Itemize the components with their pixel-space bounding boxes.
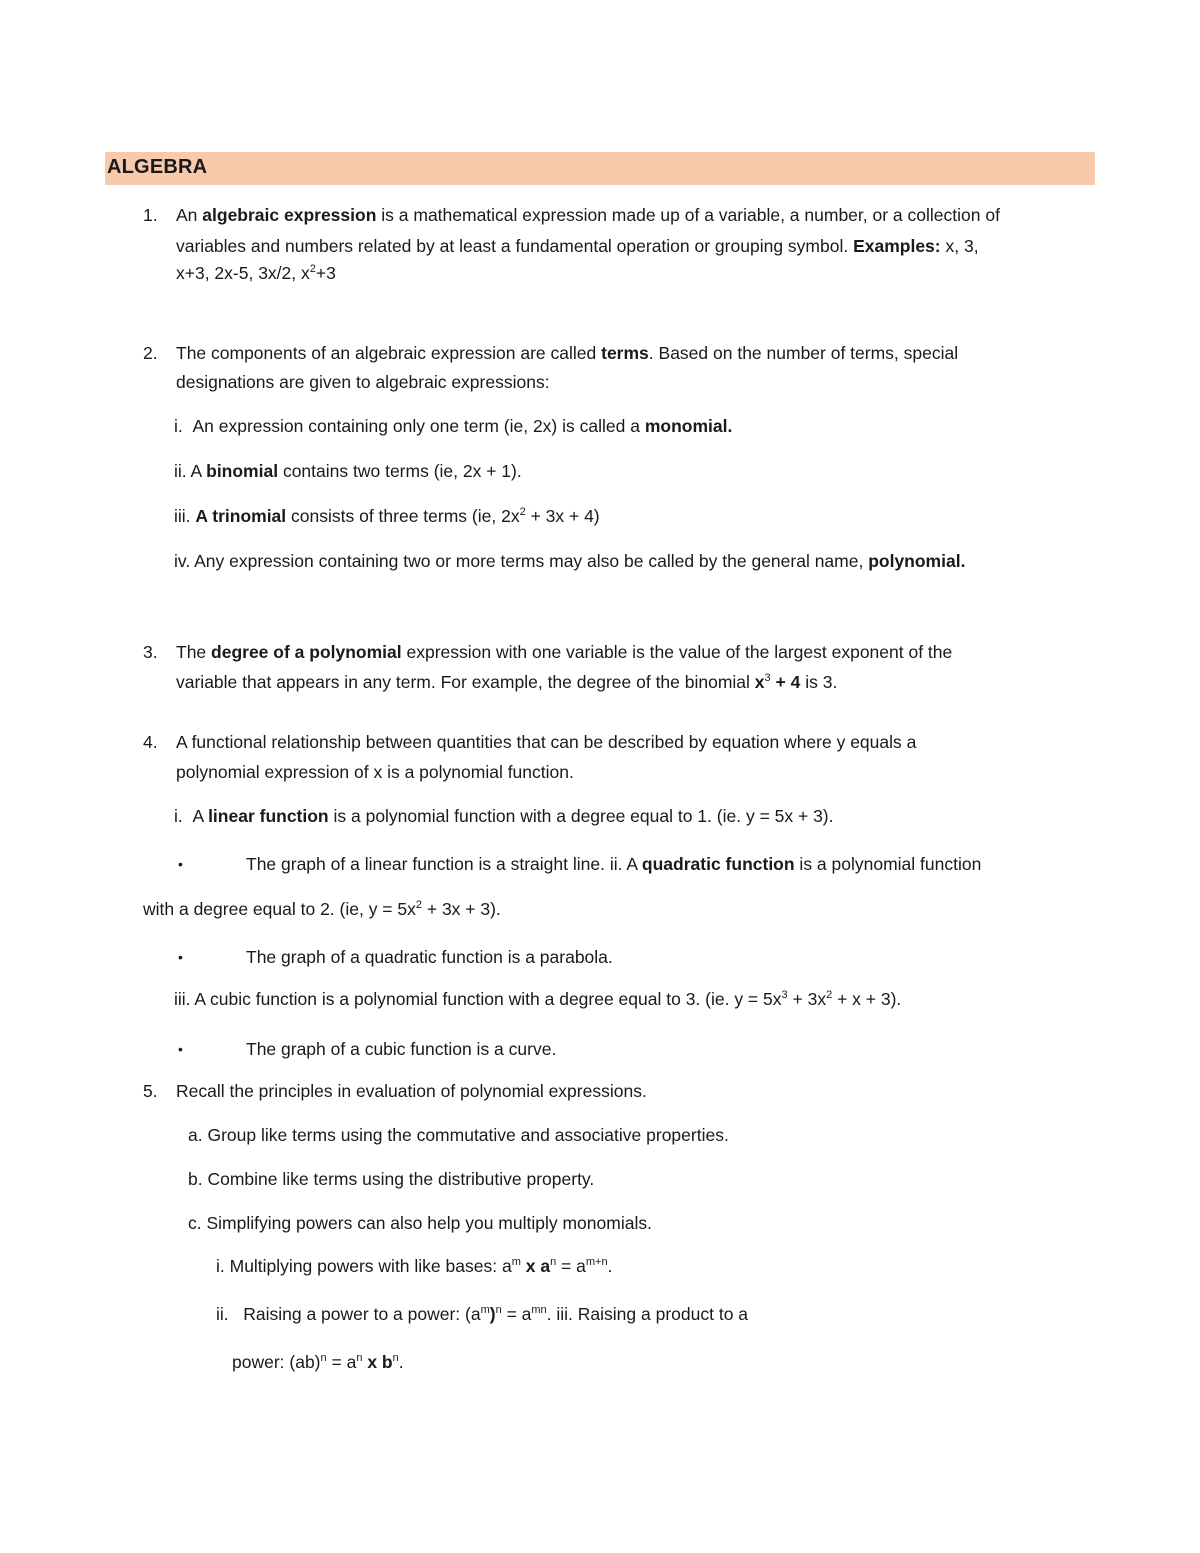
bullet-icon: • xyxy=(178,949,183,965)
item-5-sub-c-i: i. Multiplying powers with like bases: $a^m$ x $a^n = a^{m+n}$. xyxy=(216,1256,613,1276)
item-2-sub-iii: iii. A trinomial consists of three terms (ie, $2x^2 + 3x + 4$) xyxy=(174,506,600,526)
item-3-line-1: The degree of a polynomial expression with one variable is the value of the largest exponent of the xyxy=(176,642,953,662)
item-2-sub-iv: iv. Any expression containing two or more terms may also be called by the general name, polynomial. xyxy=(174,551,966,571)
item-4-sub-iii: iii. A cubic function is a polynomial function with a degree equal to 3. (ie. $y = 5x^3 + 3x^2 + x + 3$). xyxy=(174,989,902,1009)
item-1-number: 1. xyxy=(143,205,158,225)
item-2-sub-i: i. An expression containing only one term (ie, 2x) is called a monomial. xyxy=(174,416,733,436)
item-4-bullet-2: The graph of a quadratic function is a parabola. xyxy=(246,947,613,967)
item-1-line-3: x+3, 2x-5, 3x/2, $x^2+3$ xyxy=(176,263,336,283)
item-5-number: 5. xyxy=(143,1081,158,1101)
item-5-sub-a: a. Group like terms using the commutative and associative properties. xyxy=(188,1125,729,1145)
item-5-sub-c-ii: ii. Raising a power to a power: $(a^m)^n = a^{mn}$. iii. Raising a product to a xyxy=(216,1304,749,1324)
item-5-sub-c: c. Simplifying powers can also help you multiply monomials. xyxy=(188,1213,652,1233)
heading-highlight xyxy=(105,152,1095,185)
item-4-line-1: A functional relationship between quantities that can be described by equation where y equals a xyxy=(176,732,917,752)
item-4-bullet-3: The graph of a cubic function is a curve. xyxy=(246,1039,557,1059)
item-2-sub-ii: ii. A binomial contains two terms (ie, 2x + 1). xyxy=(174,461,522,481)
bullet-icon: • xyxy=(178,856,183,872)
item-4-continuation: with a degree equal to 2. (ie, $y = 5x^2 + 3x + 3$). xyxy=(143,899,501,919)
item-5-line-1: Recall the principles in evaluation of polynomial expressions. xyxy=(176,1081,647,1101)
item-5-sub-c-iii: power: $(ab)^n = a^n$ x $b^n$. xyxy=(232,1352,404,1372)
item-1-line-1: An algebraic expression is a mathematical expression made up of a variable, a number, or a collection of xyxy=(176,205,1000,225)
item-4-bullet-1: The graph of a linear function is a straight line. ii. A quadratic function is a polynomial function xyxy=(246,854,982,874)
item-3-line-2: variable that appears in any term. For example, the degree of the binomial $x^3 + 4$ is 3. xyxy=(176,672,838,692)
item-5-sub-b: b. Combine like terms using the distributive property. xyxy=(188,1169,595,1189)
item-4-sub-i: i. A linear function is a polynomial function with a degree equal to 1. (ie. y = 5x + 3). xyxy=(174,806,834,826)
item-2-line-2: designations are given to algebraic expressions: xyxy=(176,372,550,392)
item-2-number: 2. xyxy=(143,343,158,363)
item-4-line-2: polynomial expression of x is a polynomial function. xyxy=(176,762,574,782)
item-4-number: 4. xyxy=(143,732,158,752)
page-title: ALGEBRA xyxy=(107,156,208,178)
item-2-line-1: The components of an algebraic expression are called terms. Based on the number of terms, special xyxy=(176,343,959,363)
item-3-number: 3. xyxy=(143,642,158,662)
item-1-line-2: variables and numbers related by at least a fundamental operation or grouping symbol. Examples: x, 3, xyxy=(176,236,979,256)
bullet-icon: • xyxy=(178,1041,183,1057)
